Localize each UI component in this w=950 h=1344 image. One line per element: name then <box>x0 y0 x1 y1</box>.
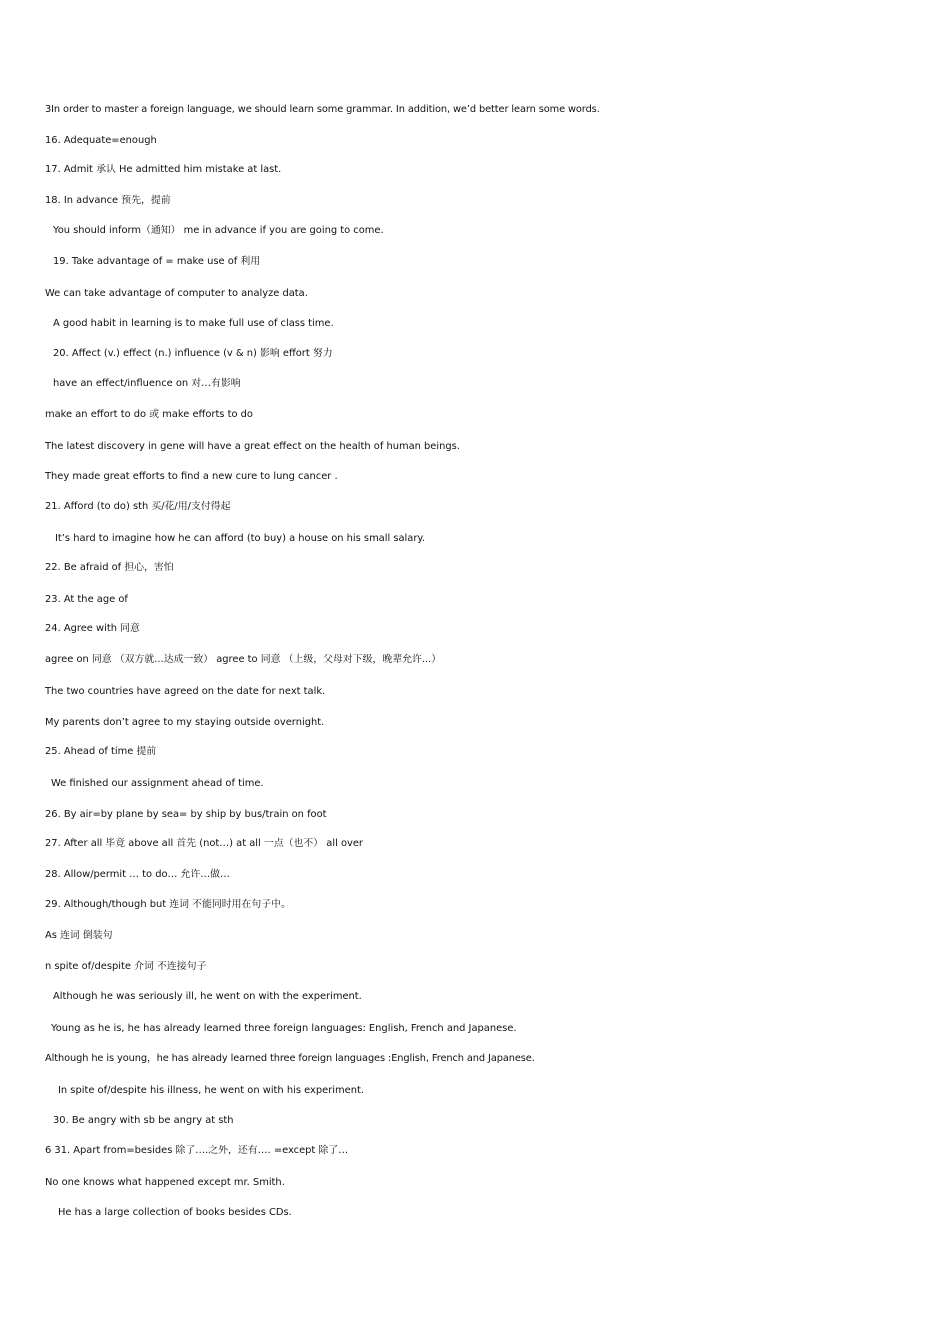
text-line-34: 30. Be angry with sb be angry at sth <box>53 1115 234 1126</box>
text-line-24: 26. By air=by plane by sea= by ship by bus/train on foot <box>45 809 327 820</box>
text-line-7: We can take advantage of computer to analyze data. <box>45 288 308 299</box>
text-line-4: 18. In advance 预先，提前 <box>45 195 171 206</box>
text-line-11: make an effort to do 或 make efforts to do <box>45 409 253 420</box>
text-line-14: 21. Afford (to do) sth 买/花/用/支付得起 <box>45 501 231 512</box>
text-line-25: 27. After all 毕竟 above all 首先 (not…) at all 一点（也不） all over <box>45 838 363 849</box>
text-line-36: No one knows what happened except mr. Smith. <box>45 1177 285 1188</box>
text-line-37: He has a large collection of books besides CDs. <box>58 1207 292 1218</box>
text-line-15: It’s hard to imagine how he can afford (to buy) a house on his small salary. <box>55 533 425 544</box>
text-line-10: have an effect/influence on 对…有影响 <box>53 378 241 389</box>
text-line-6: 19. Take advantage of = make use of 利用 <box>53 256 261 267</box>
text-line-21: My parents don’t agree to my staying outside overnight. <box>45 717 325 728</box>
text-line-17: 23. At the age of <box>45 594 128 605</box>
text-line-35: 6 31. Apart from=besides 除了….之外，还有…. =except 除了… <box>45 1145 349 1156</box>
text-line-28: As 连词 倒装句 <box>45 930 113 941</box>
text-line-13: They made great efforts to find a new cure to lung cancer . <box>45 471 338 482</box>
text-line-18: 24. Agree with 同意 <box>45 623 140 634</box>
text-line-2: 16. Adequate=enough <box>45 135 157 146</box>
text-line-12: The latest discovery in gene will have a great effect on the health of human beings. <box>45 441 460 452</box>
text-line-27: 29. Although/though but 连词 不能同时用在句子中。 <box>45 899 291 910</box>
text-line-20: The two countries have agreed on the date for next talk. <box>45 686 326 697</box>
text-line-31: Young as he is, he has already learned three foreign languages: English, French and Japanese. <box>51 1023 517 1034</box>
text-line-30: Although he was seriously ill, he went on with the experiment. <box>53 991 362 1002</box>
text-line-19: agree on 同意 （双方就...达成一致） agree to 同意 （上级，父母对下级，晚辈允许...） <box>45 654 442 665</box>
text-line-33: In spite of/despite his illness, he went on with his experiment. <box>58 1085 364 1096</box>
text-line-9: 20. Affect (v.) effect (n.) influence (v & n) 影响 effort 努力 <box>53 348 333 359</box>
text-line-16: 22. Be afraid of 担心，害怕 <box>45 562 174 573</box>
text-line-22: 25. Ahead of time 提前 <box>45 746 157 757</box>
text-line-29: n spite of/despite 介词 不连接句子 <box>45 961 207 972</box>
text-line-1: 3In order to master a foreign language, we should learn some grammar. In addition, we’d better learn some words. <box>45 104 600 115</box>
text-line-26: 28. Allow/permit … to do… 允许…做… <box>45 869 230 880</box>
text-line-8: A good habit in learning is to make full use of class time. <box>53 318 334 329</box>
text-line-23: We finished our assignment ahead of time. <box>51 778 264 789</box>
text-line-5: You should inform（通知） me in advance if you are going to come. <box>53 225 384 236</box>
text-line-3: 17. Admit 承认 He admitted him mistake at last. <box>45 164 282 175</box>
text-line-32: Although he is young，he has already learned three foreign languages :English, French and Japanese. <box>45 1053 535 1064</box>
